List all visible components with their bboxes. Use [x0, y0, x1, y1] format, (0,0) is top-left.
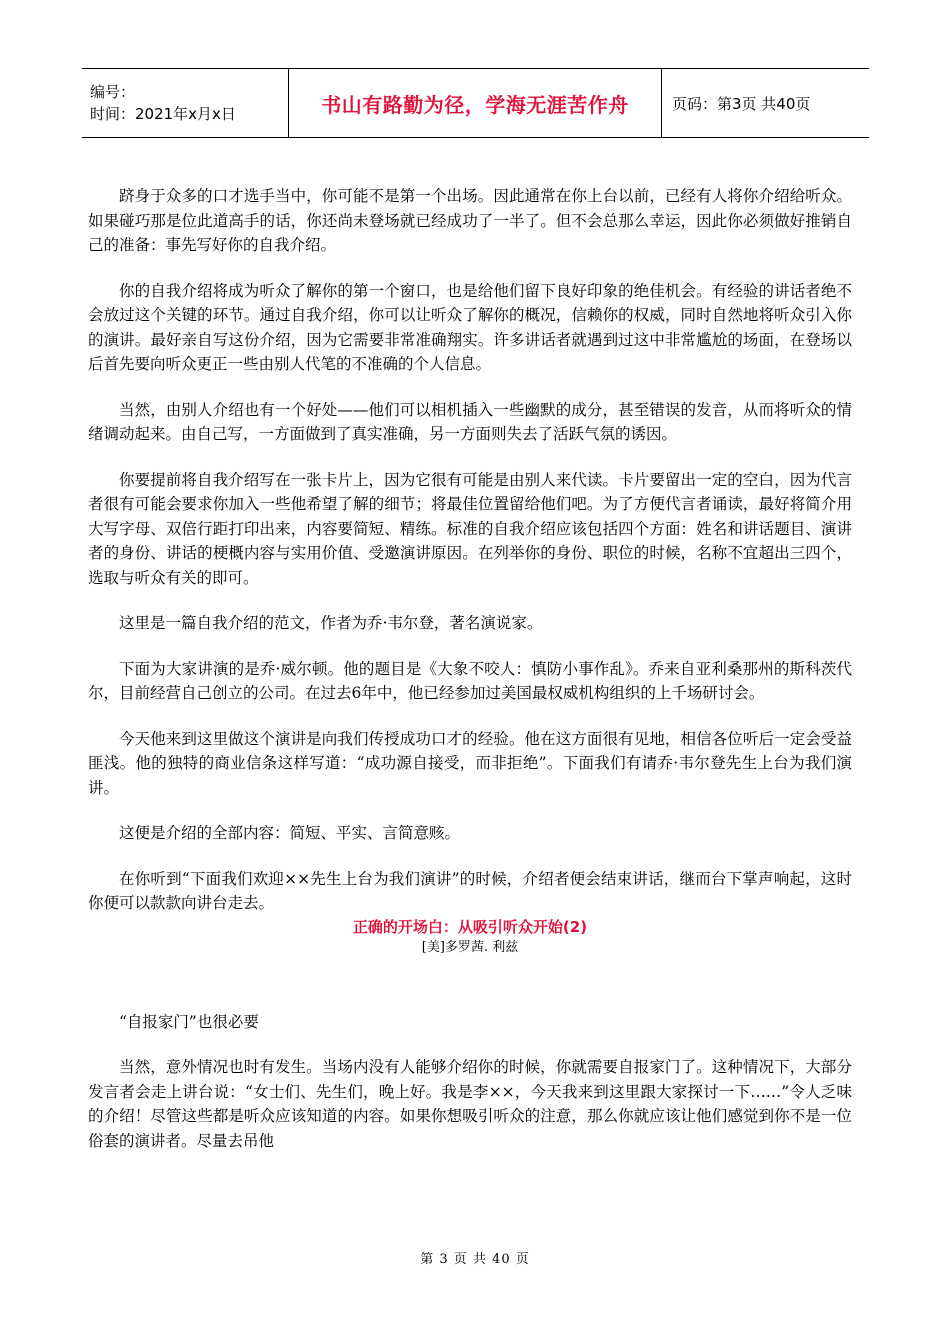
page-footer: 第 3 页 共 40 页: [420, 1252, 530, 1267]
section-title: 正确的开场白：从吸引听众开始(2): [352, 917, 588, 936]
section-author: [美]多罗茜. 利兹: [421, 939, 519, 955]
document-number-label: 编号：: [90, 83, 136, 101]
paragraph: 你要提前将自我介绍写在一张卡片上，因为它很有可能是由别人来代读。卡片要留出一定的空白，因为代言者很有可能会要求你加入一些他希望了解的细节；将最佳位置留给他们吧。为了方便代言者诵读，最好将简介用大写字母、双倍行距打印出来，内容要简短、精练。标准的自我介绍应该包括四个方面：姓名和讲话题目、演讲者的身份、讲话的梗概内容与实用价值、受邀演讲原因。在列举你的身份、职位的时候，名称不宜超出三四个，选取与听众有关的即可。: [88, 470, 852, 587]
paragraph: 这便是介绍的全部内容：简短、平实、言简意赅。: [119, 824, 461, 842]
paragraph: 下面为大家讲演的是乔·威尔顿。他的题目是《大象不咬人：慎防小事作乱》。乔来自亚利桑那州的斯科茨代尔，目前经营自己创立的公司。在过去6年中，他已经参加过美国最权威机构组织的上千场研讨会。: [88, 659, 852, 702]
header-motto: 书山有路勤为径，学海无涯苦作舟: [321, 92, 629, 117]
header-meta: [82, 69, 288, 137]
paragraph: 今天他来到这里做这个演讲是向我们传授成功口才的经验。他在这方面很有见地，相信各位听后一定会受益匪浅。他的独特的商业信条这样写道：“成功源自接受，而非拒绝”。下面我们有请乔·韦尔登先生上台为我们演讲。: [88, 729, 852, 797]
paragraph: 你的自我介绍将成为听众了解你的第一个窗口，也是给他们留下良好印象的绝佳机会。有经验的讲话者绝不会放过这个关键的环节。通过自我介绍，你可以让听众了解你的概况，信赖你的权威，同时自然地将听众引入你的演讲。最好亲自写这份介绍，因为它需要非常准确翔实。许多讲话者就遇到过这中非常尴尬的场面，在登场以后首先要向听众更正一些由别人代笔的不准确的个人信息。: [88, 281, 852, 373]
paragraph: 当然，由别人介绍也有一个好处——他们可以相机插入一些幽默的成分，甚至错误的发音，从而将听众的情绪调动起来。由自己写，一方面做到了真实准确，另一方面则失去了活跃气氛的诱因。: [88, 400, 852, 443]
paragraph: 这里是一篇自我介绍的范文，作者为乔·韦尔登，著名演说家。: [119, 614, 543, 632]
subheading: “自报家门”也很必要: [119, 1012, 259, 1031]
document-header: [82, 68, 869, 138]
header-page-cell: [662, 69, 869, 137]
paragraph: 当然，意外情况也时有发生。当场内没有人能够介绍你的时候，你就需要自报家门了。这种情况下，大部分发言者会走上讲台说：“女士们、先生们，晚上好。我是李××，今天我来到这里跟大家探讨一下……”令人乏味的介绍！尽管这些都是听众应该知道的内容。如果你想吸引听众的注意，那么你就应该让他们感觉到你不是一位俗套的演讲者。尽量去吊他: [88, 1058, 852, 1150]
paragraph: 跻身于众多的口才选手当中，你可能不是第一个出场。因此通常在你上台以前，已经有人将你介绍给听众。如果碰巧那是位此道高手的话，你还尚未登场就已经成功了一半了。但不会总那么幸运，因此你必须做好推销自己的准备：事先写好你的自我介绍。: [88, 187, 852, 254]
header-motto-cell: [288, 69, 662, 137]
document-time-label: 时间：2021年x月x日: [90, 105, 236, 123]
document-body: [88, 184, 852, 1174]
paragraph: 在你听到“下面我们欢迎××先生上台为我们演讲”的时候，介绍者便会结束讲话，继而台下掌声响起，这时你便可以款款向讲台走去。: [88, 869, 852, 912]
header-page-code: 页码：第3页 共40页: [672, 94, 811, 113]
